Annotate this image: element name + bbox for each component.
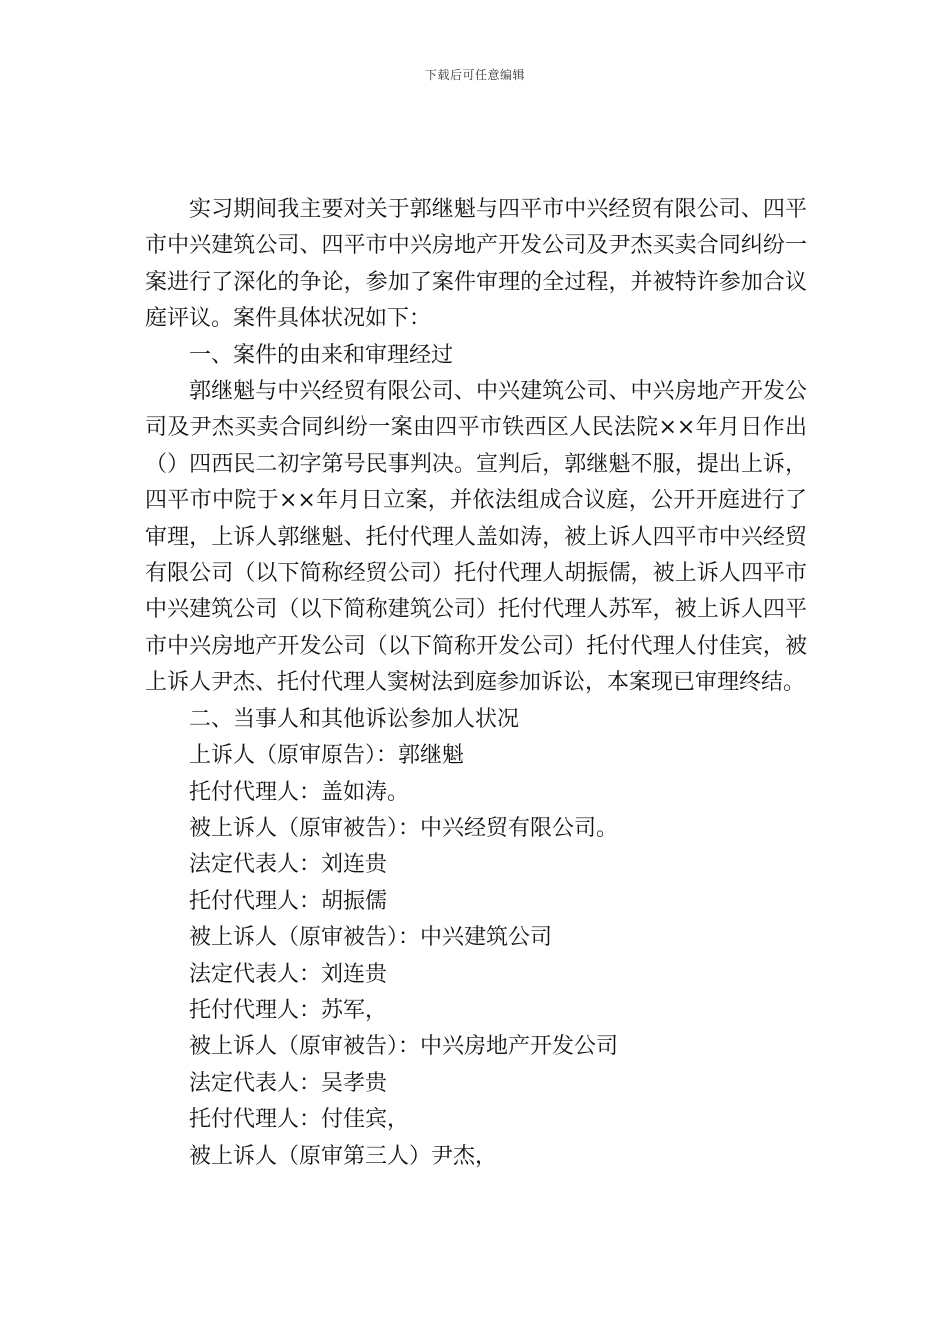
party-line-construction-agent: 托付代理人：苏军， [189, 997, 388, 1023]
intro-paragraph: 实习期间我主要对关于郭继魁与四平市中兴经贸有限公司、四平市中兴建筑公司、四平市中兴房地产开发公司及尹杰买卖合同纠纷一案进行了深化的争论，参加了案件审理的全过程，并被特许参加合议庭评议。案件具体状况如下： [145, 197, 807, 332]
page-header: 下载后可任意编辑 [424, 68, 525, 82]
party-line-trade-agent: 托付代理人：胡振儒 [189, 888, 388, 914]
party-line-trade-representative: 法定代表人：刘连贵 [189, 852, 388, 878]
party-line-realestate-agent: 托付代理人：付佳宾， [189, 1107, 410, 1133]
party-line-appellant: 上诉人（原审原告）：郭继魁 [189, 743, 465, 769]
party-line-appellee-construction: 被上诉人（原审被告）：中兴建筑公司 [189, 925, 553, 951]
section-heading-case-origin: 一、案件的由来和审理经过 [189, 342, 454, 368]
party-line-realestate-representative: 法定代表人：吴孝贵 [189, 1070, 388, 1096]
party-line-third-party: 被上诉人（原审第三人）尹杰， [189, 1143, 498, 1169]
party-line-construction-representative: 法定代表人：刘连贵 [189, 961, 388, 987]
case-origin-paragraph: 郭继魁与中兴经贸有限公司、中兴建筑公司、中兴房地产开发公司及尹杰买卖合同纠纷一案由四平市铁西区人民法院××年月日作出（）四西民二初字第号民事判决。宣判后，郭继魁不服，提出上诉，四平市中院于××年月日立案，并依法组成合议庭，公开开庭进行了审理，上诉人郭继魁、托付代理人盖如涛，被上诉人四平市中兴经贸有限公司（以下简称经贸公司）托付代理人胡振儒，被上诉人四平市中兴建筑公司（以下简称建筑公司）托付代理人苏军，被上诉人四平市中兴房地产开发公司（以下简称开发公司）托付代理人付佳宾，被上诉人尹杰、托付代理人窦树法到庭参加诉讼，本案现已审理终结。 [145, 379, 807, 696]
document-body [145, 192, 807, 1175]
party-line-appellee-trade: 被上诉人（原审被告）：中兴经贸有限公司。 [189, 815, 619, 841]
party-line-appellee-realestate: 被上诉人（原审被告）：中兴房地产开发公司 [189, 1034, 619, 1060]
party-line-appellant-agent: 托付代理人：盖如涛。 [189, 779, 410, 805]
section-heading-parties: 二、当事人和其他诉讼参加人状况 [189, 706, 520, 732]
